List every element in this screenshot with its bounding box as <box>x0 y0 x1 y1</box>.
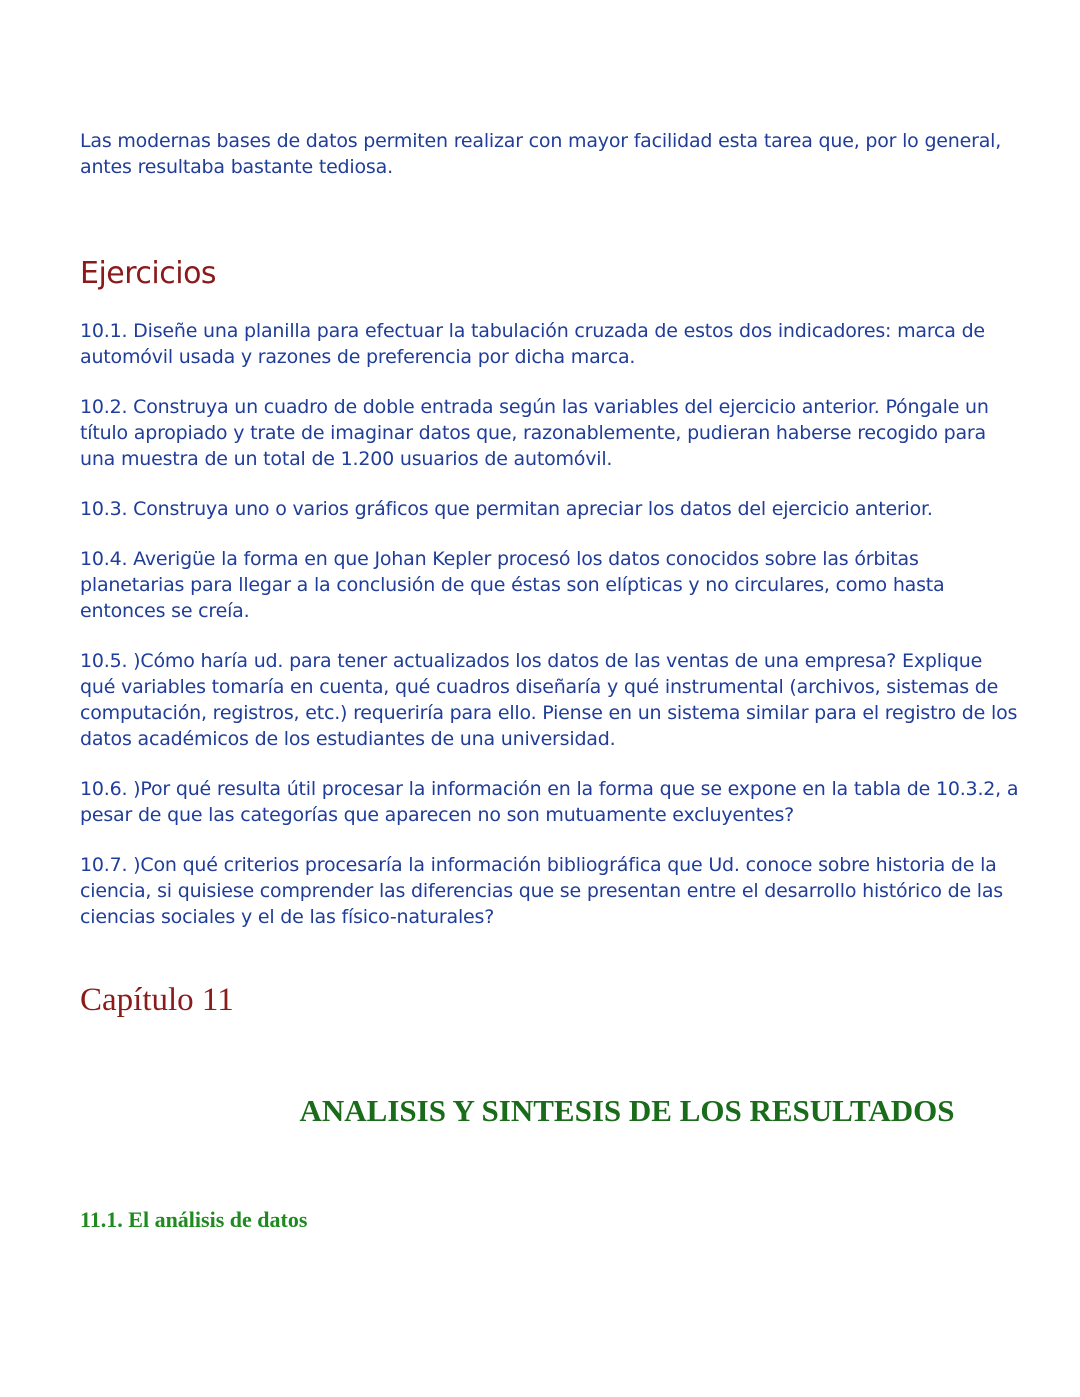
exercise-10-7: 10.7. )Con qué criterios procesaría la información bibliográfica que Ud. conoce sobre historia de la ciencia, si quisiese comprender las diferencias que se presentan entre el desarrollo histórico de las ciencias sociales y el de las físico-naturales? <box>80 854 1004 928</box>
exercise-10-2: 10.2. Construya un cuadro de doble entrada según las variables del ejercicio anterior. Póngale un título apropiado y trate de imaginar datos que, razonablemente, pudieran haberse recogido para una muestra de un total de 1.200 usuarios de automóvil. <box>80 396 989 470</box>
chapter-heading: ANALISIS Y SINTESIS DE LOS RESULTADOS <box>299 1093 955 1128</box>
section-heading: 11.1. El análisis de datos <box>80 1207 308 1232</box>
exercises-list <box>80 318 1020 954</box>
chapter-title: Capítulo 11 <box>80 982 234 1018</box>
intro-paragraph: Las modernas bases de datos permiten realizar con mayor facilidad esta tarea que, por lo general, antes resultaba bastante tediosa. <box>80 130 1002 178</box>
exercises-title: Ejercicios <box>80 256 217 291</box>
exercise-10-3: 10.3. Construya uno o varios gráficos que permitan apreciar los datos del ejercicio anterior. <box>80 498 933 520</box>
exercise-10-1: 10.1. Diseñe una planilla para efectuar la tabulación cruzada de estos dos indicadores: marca de automóvil usada y razones de preferencia por dicha marca. <box>80 320 985 368</box>
exercise-10-6: 10.6. )Por qué resulta útil procesar la información en la forma que se expone en la tabla de 10.3.2, a pesar de que las categorías que aparecen no son mutuamente excluyentes? <box>80 778 1019 826</box>
exercise-10-4: 10.4. Averigüe la forma en que Johan Kepler procesó los datos conocidos sobre las órbitas planetarias para llegar a la conclusión de que éstas son elípticas y no circulares, como hasta entonces se creía. <box>80 548 945 622</box>
exercise-10-5: 10.5. )Cómo haría ud. para tener actualizados los datos de las ventas de una empresa? Explique qué variables tomaría en cuenta, qué cuadros diseñaría y qué instrumental (archivos, sistemas de computación, registros, etc.) requeriría para ello. Piense en un sistema similar para el registro de los datos académicos de los estudiantes de una universidad. <box>80 650 1018 750</box>
